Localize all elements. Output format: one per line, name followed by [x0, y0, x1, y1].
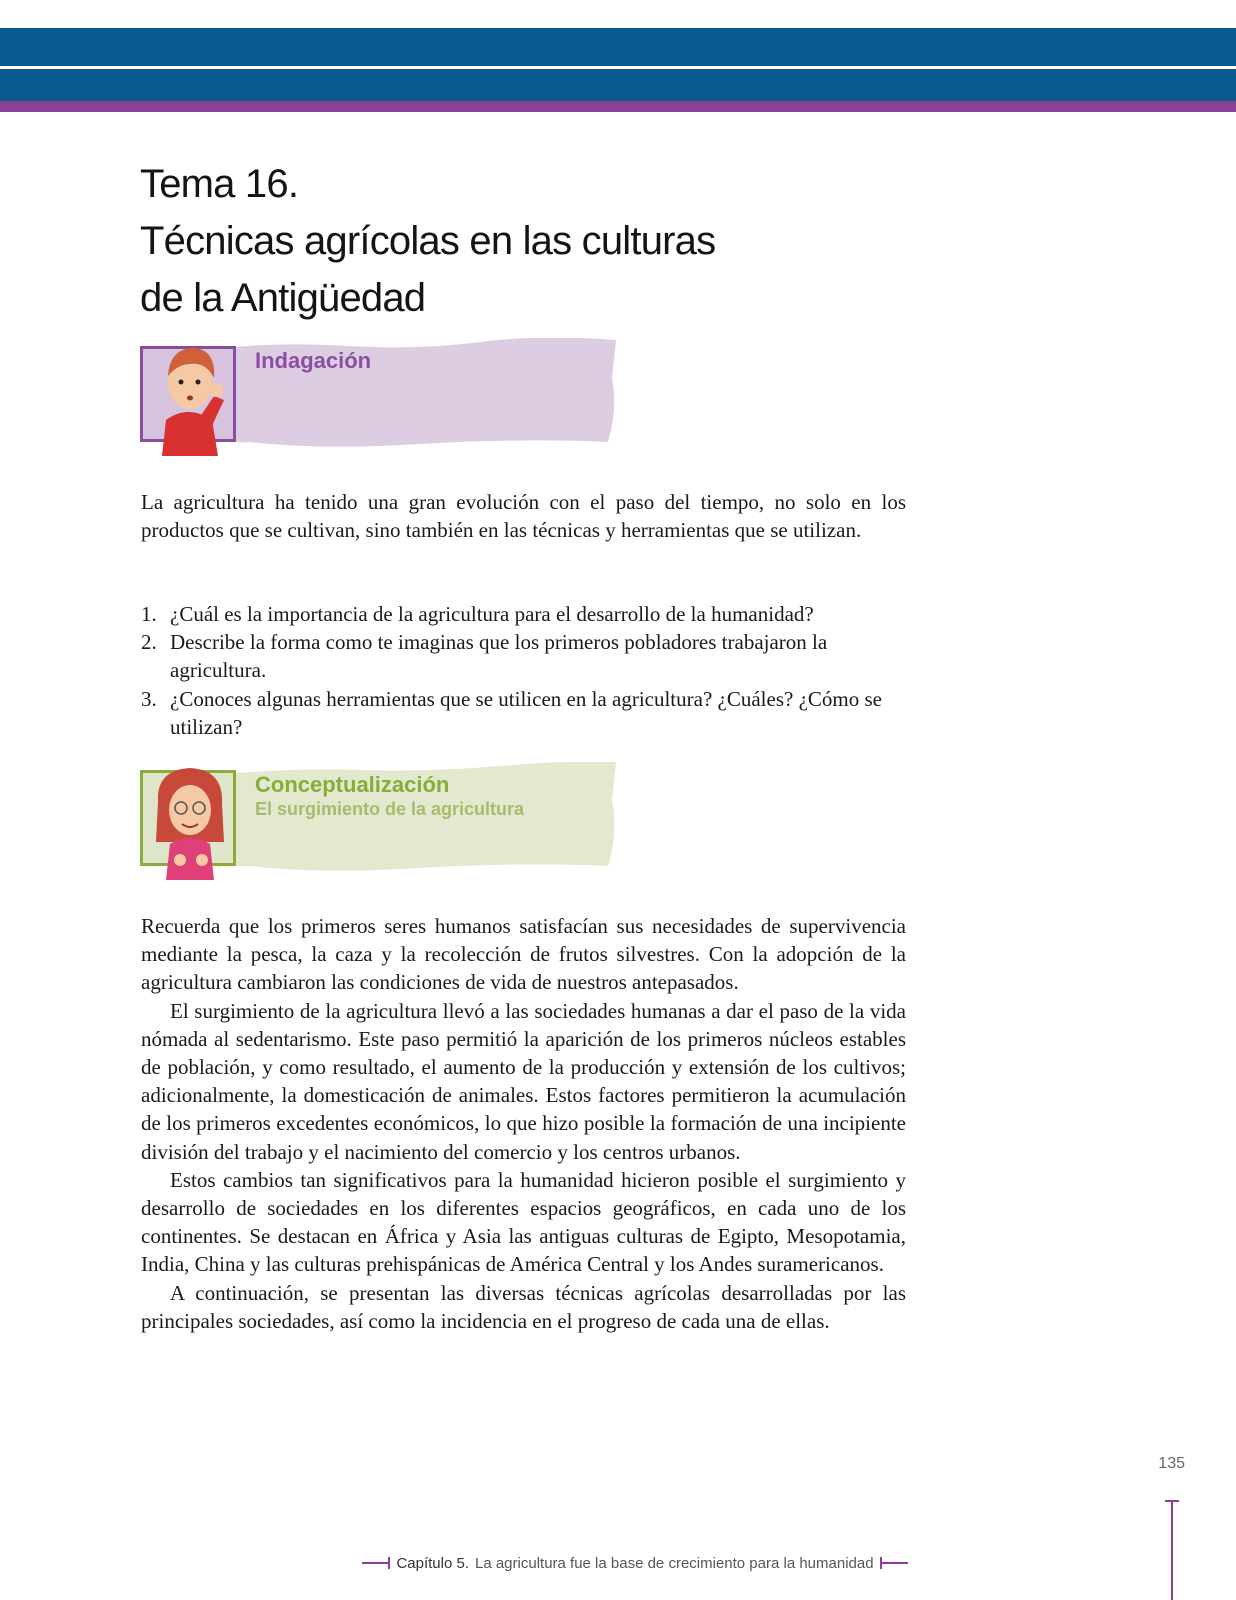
- footer-chapter: Capítulo 5.: [396, 1554, 469, 1572]
- footer-ornament-right: [880, 1562, 908, 1564]
- conceptualizacion-header: [140, 762, 620, 880]
- question-list: [141, 600, 906, 741]
- footer-ornament-left: [362, 1562, 390, 1564]
- question-text: ¿Conoces algunas herramientas que se utilicen en la agricultura? ¿Cuáles? ¿Cómo se utilizan?: [170, 686, 882, 739]
- question-number: 1.: [141, 602, 157, 626]
- intro-paragraph: La agricultura ha tenido una gran evolución con el paso del tiempo, no solo en los productos que se cultivan, sino también en las técnicas y herramientas que se utilizan.: [141, 490, 906, 543]
- question-text: Describe la forma como te imaginas que los primeros pobladores trabajaron la agricultura.: [170, 630, 828, 683]
- body-paragraph: Estos cambios tan significativos para la humanidad hicieron posible el surgimiento y desarrollo de sociedades en los diferentes espacios geográficos, en cada uno de los continentes. Se destacan en África y Asia las antiguas culturas de Egipto, Mesopotamia, India, China y las culturas prehispánicas de América Central y los Andes suramericanos.: [141, 1167, 906, 1277]
- list-item: [141, 600, 906, 628]
- body-paragraph: El surgimiento de la agricultura llevó a las sociedades humanas a dar el paso de la vida nómada al sedentarismo. Este paso permitió la aparición de los primeros núcleos estables de población, y como resultado, el aumento de la producción y extensión de los cultivos; adicionalmente, la domesticación de animales. Estos factores permitieron la acumulación de los primeros excedentes económicos, lo que hizo posible la formación de una incipiente división del trabajo y el nacimiento del comercio y los centros urbanos.: [141, 998, 906, 1164]
- header-stripe: [0, 101, 1236, 112]
- thinking-boy-icon: [140, 338, 245, 456]
- indagacion-header: [140, 338, 620, 456]
- title-line-1: Tema 16.: [140, 162, 299, 206]
- conceptualizacion-heading: Conceptualización: [255, 772, 450, 797]
- running-footer: [345, 1551, 925, 1575]
- title-line-3: de la Antigüedad: [140, 276, 426, 320]
- page-title: [140, 156, 840, 327]
- body-text: [141, 912, 906, 1335]
- list-item: [141, 685, 906, 741]
- header-band-lower: [0, 69, 1236, 101]
- corner-mark-line: [1171, 1500, 1173, 1600]
- body-paragraph: A continuación, se presentan las diversas técnicas agrícolas desarrolladas por las principales sociedades, así como la incidencia en el progreso de cada una de ellas.: [141, 1280, 906, 1333]
- indagacion-heading: Indagación: [255, 348, 372, 373]
- question-number: 3.: [141, 686, 157, 711]
- title-line-2: Técnicas agrícolas en las culturas: [140, 219, 716, 263]
- header-band: [0, 28, 1236, 66]
- footer-text: La agricultura fue la base de crecimiento para la humanidad: [474, 1554, 874, 1572]
- page-number: 135: [1158, 1455, 1185, 1472]
- list-item: [141, 628, 906, 684]
- question-text: ¿Cuál es la importancia de la agricultura para el desarrollo de la humanidad?: [170, 602, 814, 626]
- conceptualizacion-subheading: El surgimiento de la agricultura: [255, 799, 525, 819]
- body-paragraph: Recuerda que los primeros seres humanos satisfacían sus necesidades de supervivencia mediante la pesca, la caza y la recolección de frutos silvestres. Con la adopción de la agricultura cambiaron las condiciones de vida de nuestros antepasados.: [141, 914, 906, 995]
- teacher-girl-icon: [140, 762, 245, 880]
- question-number: 2.: [141, 630, 157, 655]
